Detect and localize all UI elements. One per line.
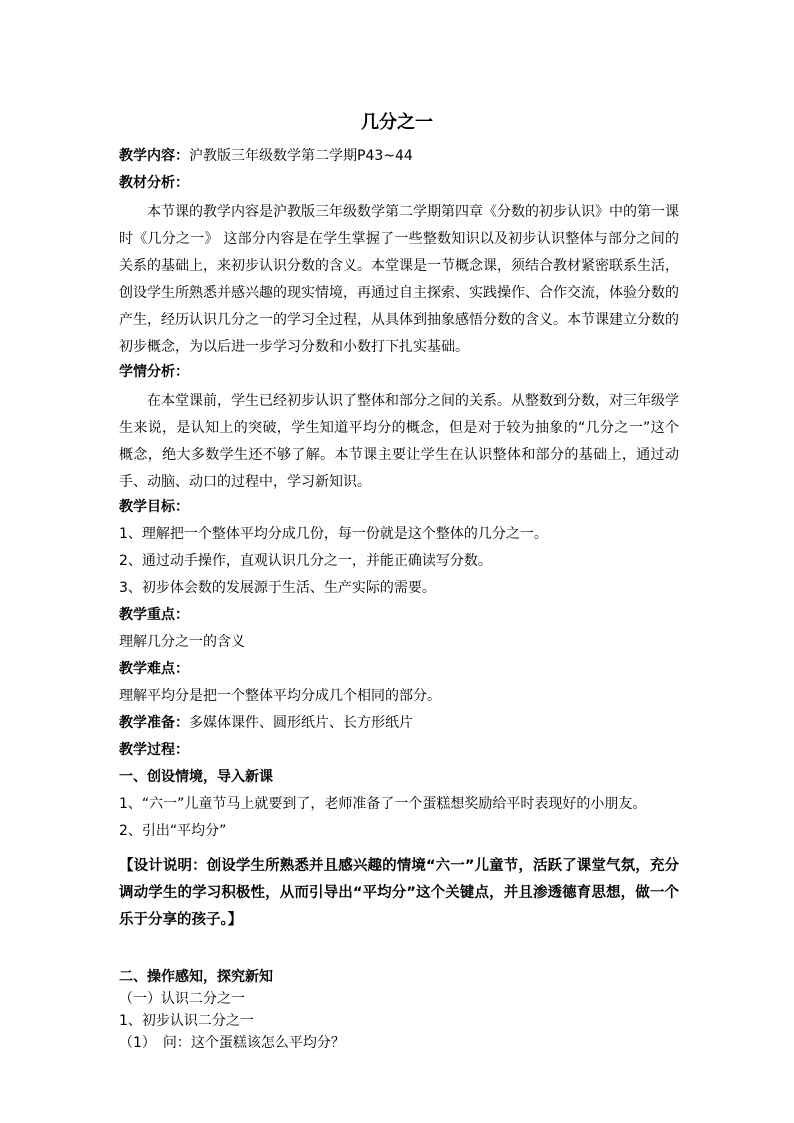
design-note: 【设计说明：创设学生所熟悉并且感兴趣的情境“六一”儿童节，活跃了课堂气氛，充分调动学生的学习积极性，从而引导出“平均分”这个关键点，并且渗透德育思想，做一个乐于分享的孩子。】 <box>119 858 679 928</box>
teaching-content-label: 教学内容： <box>119 148 189 164</box>
subsection-question: （1） 问：这个蛋糕该怎么平均分？ <box>119 1035 345 1051</box>
teaching-goal-item: 3、初步体会数的发展源于生活、生产实际的需要。 <box>119 580 436 596</box>
spacer <box>119 934 679 966</box>
difficulty-text: 理解平均分是把一个整体平均分成几个相同的部分。 <box>119 688 441 704</box>
key-point-heading: 教学重点： <box>119 607 189 623</box>
preparation-value: 多媒体课件、圆形纸片、长方形纸片 <box>189 715 413 731</box>
teaching-goals-heading: 教学目标： <box>119 499 189 515</box>
learner-analysis-paragraph: 在本堂课前，学生已经初步认识了整体和部分之间的关系。从整数到分数，对三年级学生来说，是认知上的突破，学生知道平均分的概念，但是对于较为抽象的“几分之一”这个概念，绝大多数学生还不够了解。本节课主要让学生在认识整体和部分的基础上，通过动手、动脑、动口的过程中，学习新知识。 <box>119 393 679 490</box>
section-two-title: 二、操作感知，探究新知 <box>119 969 273 985</box>
preparation-line <box>119 712 679 739</box>
material-analysis-paragraph: 本节课的教学内容是沪教版三年级数学第二学期第四章《分数的初步认识》中的第一课时《几分之一》 这部分内容是在学生掌握了一些整数知识以及初步认识整体与部分之间的关系的基础上，来初步认识分数的含义。本堂课是一节概念课，须结合教材紧密联系生活，创设学生所熟悉并感兴趣的现实情境，再通过自主探索、实践操作、合作交流，体验分数的产生，经历认识几分之一的学习全过程，从具体到抽象感悟分数的含义。本节课建立分数的初步概念，为以后进一步学习分数和小数打下扎实基础。 <box>119 204 679 355</box>
document-body <box>119 145 679 1054</box>
teaching-content-line <box>119 145 679 172</box>
difficulty-heading: 教学难点： <box>119 661 189 677</box>
subsection-item: 1、初步认识二分之一 <box>119 1013 254 1029</box>
teaching-goal-item: 1、理解把一个整体平均分成几份，每一份就是这个整体的几分之一。 <box>119 526 548 542</box>
key-point-text: 理解几分之一的含义 <box>119 634 245 650</box>
preparation-label: 教学准备： <box>119 715 189 731</box>
material-analysis-heading: 教材分析： <box>119 175 189 191</box>
subsection-title: （一）认识二分之一 <box>119 991 245 1007</box>
teaching-content-value: 沪教版三年级数学第二学期P43~44 <box>189 148 413 164</box>
page-title: 几分之一 <box>361 112 433 133</box>
learner-analysis-heading: 学情分析： <box>119 364 189 380</box>
teaching-goal-item: 2、通过动手操作，直观认识几分之一，并能正确读写分数。 <box>119 553 492 569</box>
section-one-title: 一、创设情境，导入新课 <box>119 769 273 785</box>
section-one-item: 2、引出“平均分” <box>119 823 227 839</box>
section-one-item: 1、“六一”儿童节马上就要到了，老师准备了一个蛋糕想奖励给平时表现好的小朋友。 <box>119 796 647 812</box>
process-heading: 教学过程： <box>119 742 189 758</box>
